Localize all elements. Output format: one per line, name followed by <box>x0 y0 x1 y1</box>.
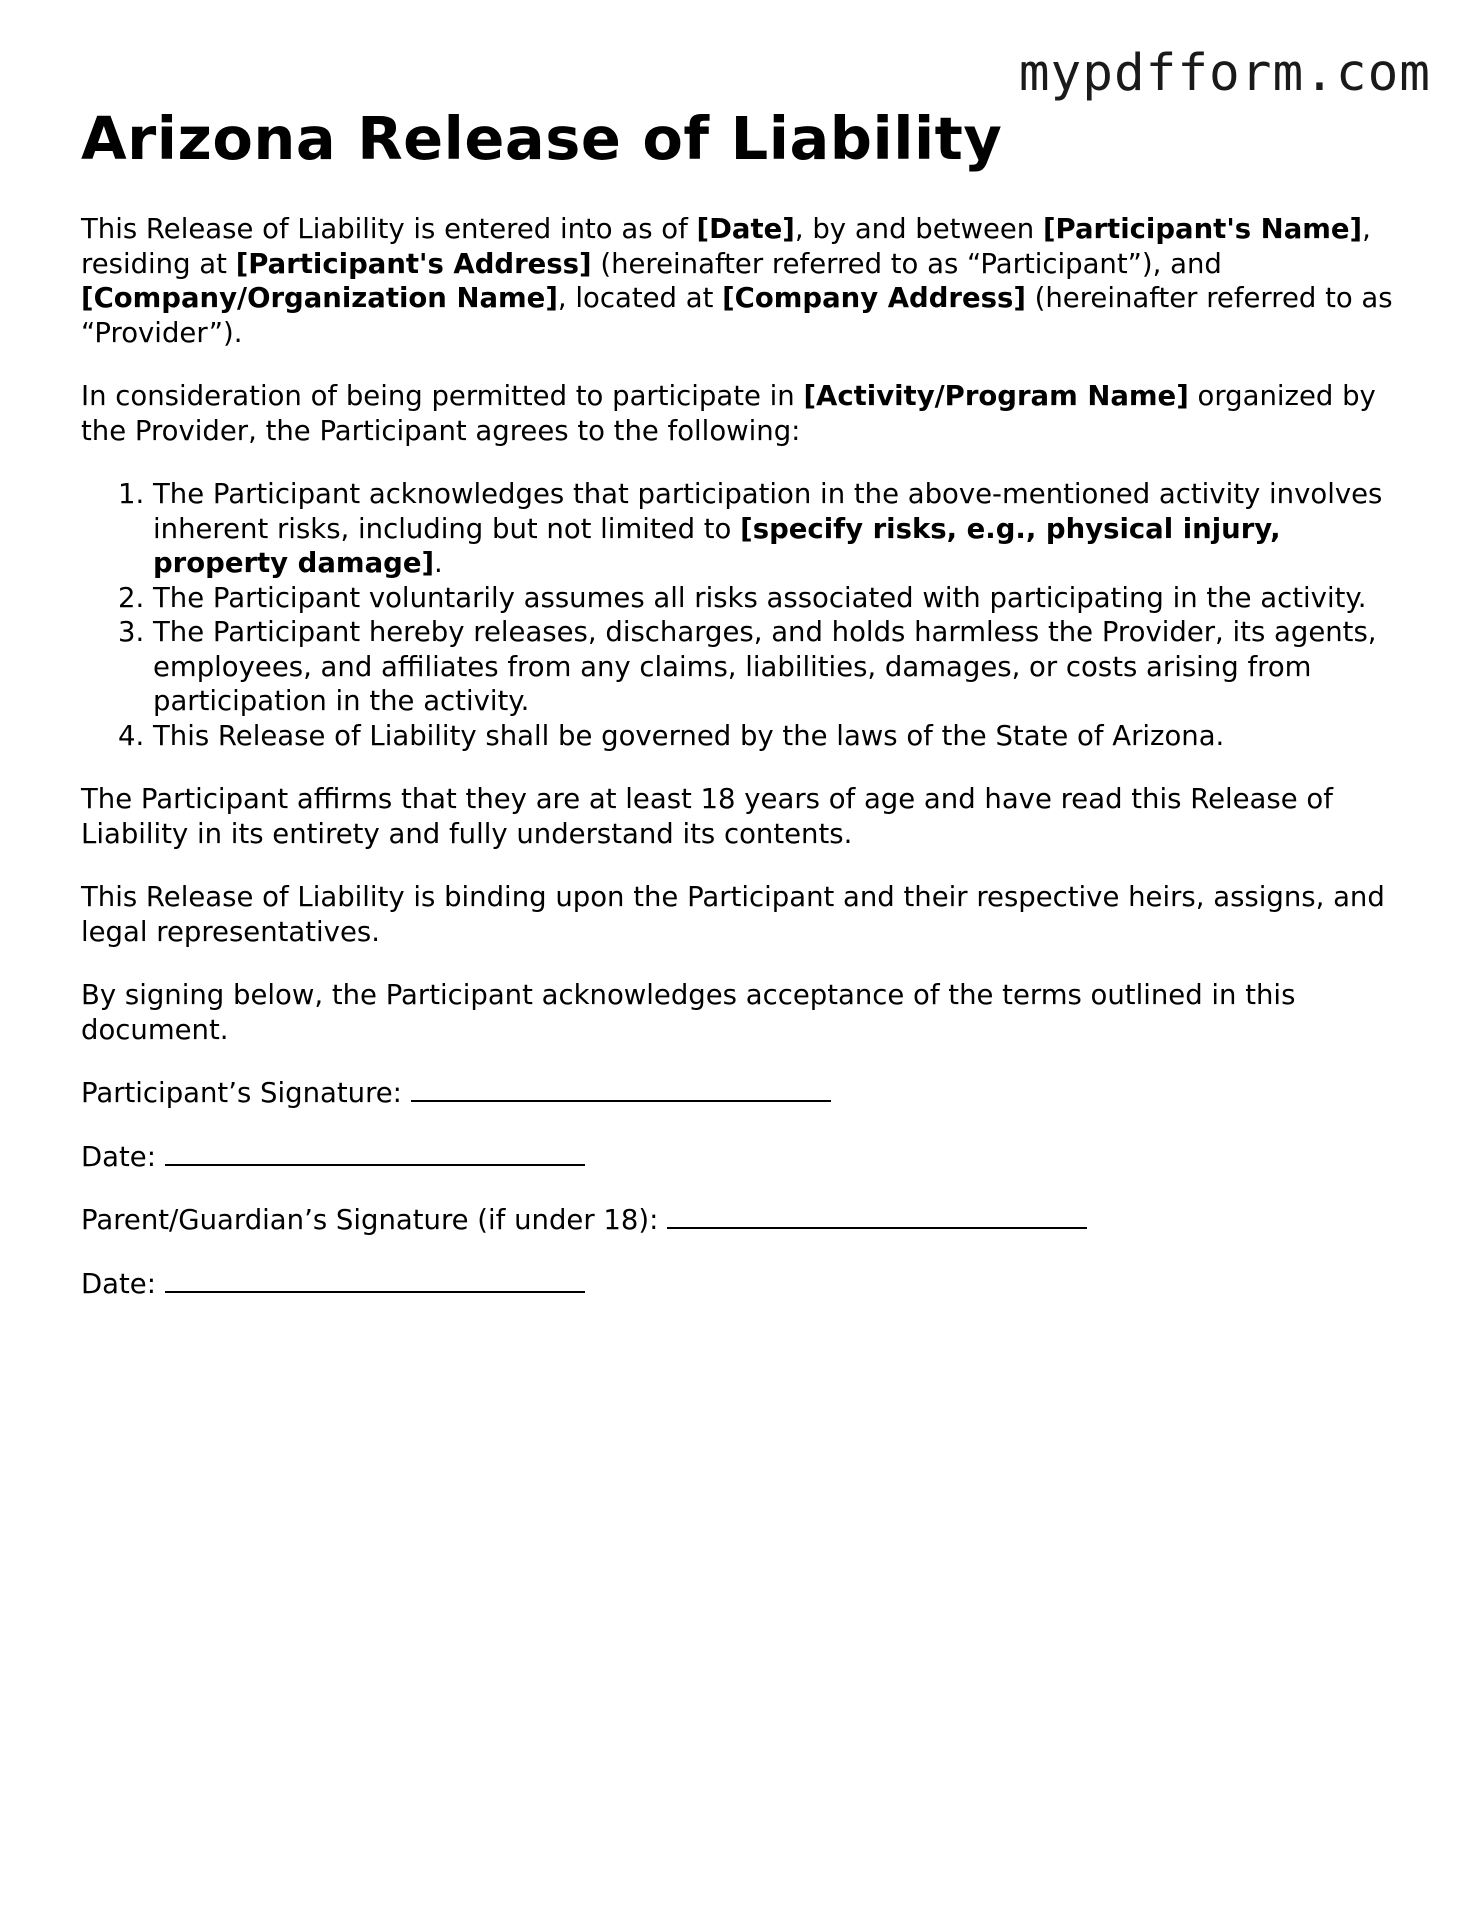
intro-text-1: This Release of Liability is entered into as of <box>81 213 697 245</box>
participant-address-placeholder: [Participant's Address] <box>235 247 592 280</box>
intro-text-4: (hereinafter referred to as “Participant”), and <box>591 247 1222 280</box>
terms-list <box>81 477 1401 753</box>
terms-item-3: 3. The Participant hereby releases, discharges, and holds harmless the Provider, its agents, employees, and affiliates from any claims, liabilities, damages, or costs arising from participation in the activity. <box>153 615 1401 719</box>
risks-placeholder: [specify risks, e.g., physical injury, property damage] <box>153 512 1281 579</box>
date-row-2 <box>81 1267 1401 1302</box>
date-label-2: Date: <box>81 1267 165 1300</box>
guardian-signature-row <box>81 1203 1401 1238</box>
date-placeholder: [Date] <box>696 213 795 245</box>
intro-text-6: (hereinafter referred to as “Provider”). <box>81 282 1393 349</box>
terms-item-1-text: The Participant acknowledges that participation in the above-mentioned activity involves inherent risks, including but not limited to <box>153 478 1383 545</box>
company-name-placeholder: [Company/Organization Name] <box>81 282 558 314</box>
participant-signature-row <box>81 1076 1401 1111</box>
activity-placeholder: [Activity/Program Name] <box>803 380 1189 412</box>
watermark-text: mypdfform.com <box>1018 44 1431 103</box>
intro-text-3: , residing at <box>81 213 1371 280</box>
affirmation-paragraph: The Participant affirms that they are at least 18 years of age and have read this Release of Liability in its entirety and fully understand its contents. <box>81 783 1333 850</box>
date-row-1 <box>81 1140 1401 1175</box>
terms-item-2: 2. The Participant voluntarily assumes all risks associated with participating in the activity. <box>153 581 1401 616</box>
consideration-text-1: In consideration of being permitted to participate in <box>81 380 804 412</box>
date-field-2[interactable] <box>165 1269 585 1293</box>
company-address-placeholder: [Company Address] <box>722 282 1026 314</box>
guardian-signature-field[interactable] <box>667 1205 1087 1229</box>
consideration-text-2: organized by the Provider, the Participant agrees to the following: <box>81 380 1376 447</box>
participant-name-placeholder: [Participant's Name] <box>1042 213 1363 245</box>
terms-item-4: 4. This Release of Liability shall be governed by the laws of the State of Arizona. <box>153 719 1401 754</box>
intro-text-2: , by and between <box>794 213 1043 245</box>
intro-paragraph <box>81 212 1401 350</box>
document-body <box>81 104 1401 1301</box>
consideration-paragraph <box>81 379 1401 448</box>
participant-signature-field[interactable] <box>411 1078 831 1102</box>
binding-paragraph: This Release of Liability is binding upon the Participant and their respective heirs, assigns, and legal representatives. <box>81 881 1385 948</box>
participant-signature-label: Participant’s Signature: <box>81 1077 411 1109</box>
acceptance-paragraph: By signing below, the Participant acknowledges acceptance of the terms outlined in this document. <box>81 979 1296 1046</box>
date-label-1: Date: <box>81 1140 165 1173</box>
intro-text-5: , located at <box>557 282 723 314</box>
terms-item-1 <box>153 477 1401 581</box>
terms-item-1-end: . <box>434 547 443 579</box>
page-title: Arizona Release of Liability <box>81 104 1003 173</box>
date-field-1[interactable] <box>165 1142 585 1166</box>
guardian-signature-label: Parent/Guardian’s Signature (if under 18): <box>81 1204 668 1236</box>
